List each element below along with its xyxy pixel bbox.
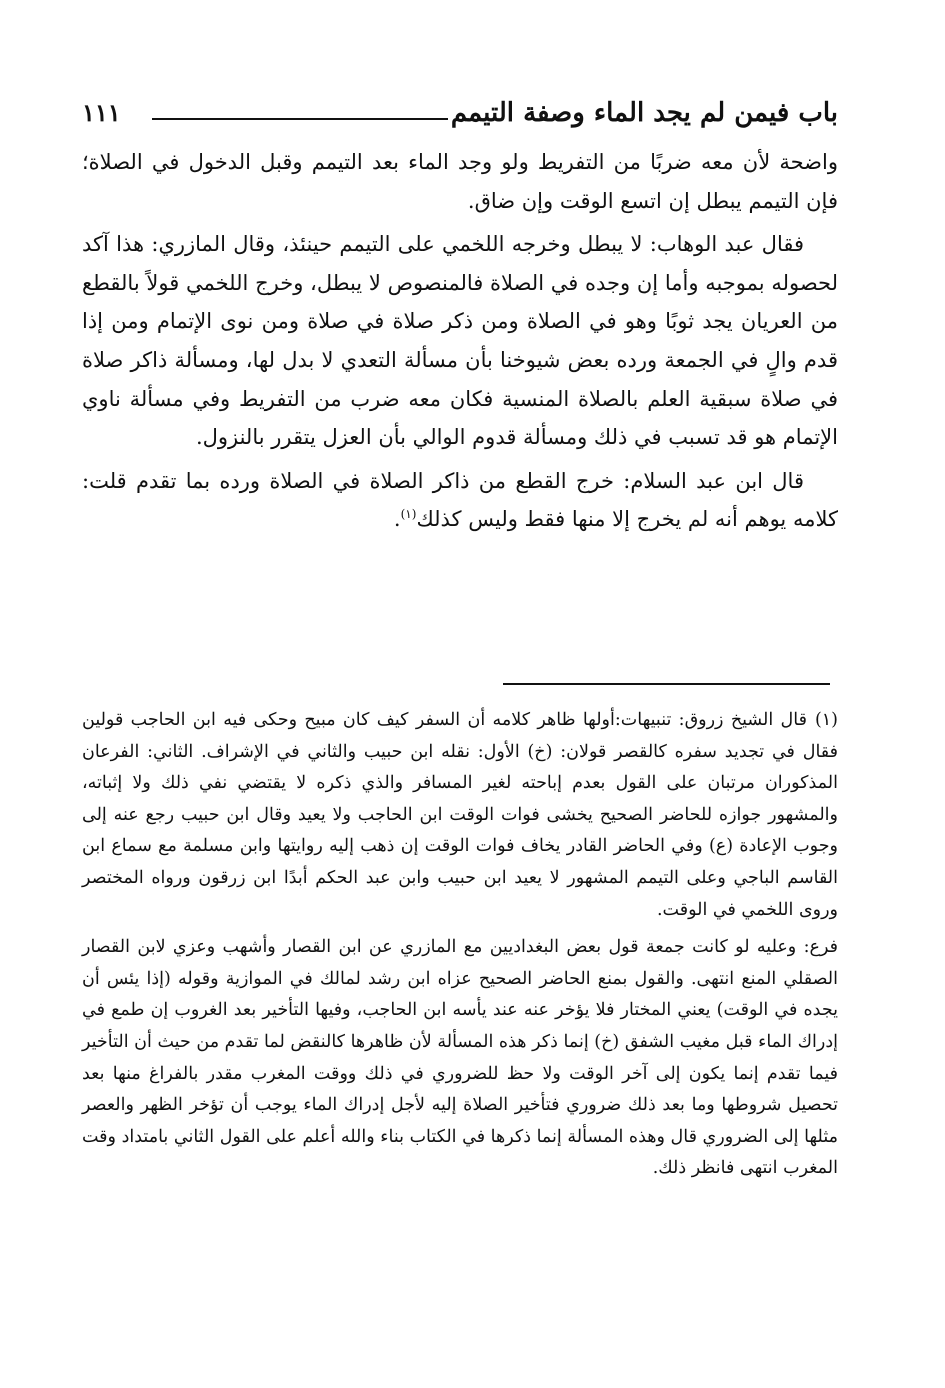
footnote-reference[interactable]: (١) xyxy=(400,507,417,522)
footnote xyxy=(82,705,838,926)
header-rule xyxy=(152,118,448,120)
chapter-title: باب فيمن لم يجد الماء وصفة التيمم xyxy=(450,98,838,128)
main-text xyxy=(82,143,838,544)
footnote-text: قال الشيخ زروق: تنبيهات:أولها ظاهر كلامه أن السفر كيف كان مبيح وحكى فيه ابن الحاجب قولين فقال في تجديد سفره كالقصر قولان: (خ) الأول: نقله ابن حبيب والثاني في الإشراف. الثاني: الفرعان المذكوران مرتبان على القول بعدم إباحته لغير المسافر والذي ذكره لا يقتضي نفي ذلك ولا إثباته، والمشهور جوازه للحاضر الصحيح يخشى فوات الوقت ابن الحاجب ولا يعيد وقال ابن حبيب رجع عنه إلى وجوب الإعادة (ع) وفي الحاضر القادر يخاف فوات الوقت إن ذهب إليه روايتها وابن مسلمة مع سماع ابن القاسم الباجي وعلى التيمم المشهور لا يعيد ابن حبيب وابن عبد الحكم أبدًا ابن زرقون ورواه المختصر وروى اللخمي في الوقت. xyxy=(82,710,838,920)
footnotes xyxy=(82,705,838,1191)
body-paragraph: فقال عبد الوهاب: لا يبطل وخرجه اللخمي على التيمم حينئذ، وقال المازري: هذا آكد لحصوله بموجبه وأما إن وجده في الصلاة فالمنصوص لا يبطل، وخرج اللخمي قولاً بالقطع من العريان يجد ثوبًا وهو في الصلاة ومن ذكر صلاة في صلاة ومن نوى الإتمام ومن إذا قدم والٍ في الجمعة ورده بعض شيوخنا بأن مسألة التعدي لا بدل لها، ومسألة ذاكر صلاة في صلاة سبقية العلم بالصلاة المنسية فكان معه ضرب من التفريط وفي مسألة ناوي الإتمام هو قد تسبب في ذلك ومسألة قدوم الوالي بأن العزل يتقرر بالنزول. xyxy=(82,232,838,450)
paragraph-period: . xyxy=(393,507,401,532)
body-paragraph-text: قال ابن عبد السلام: خرج القطع من ذاكر الصلاة في الصلاة ورده بما تقدم قلت: كلامه يوهم أنه لم يخرج إلا منها فقط وليس كذلك xyxy=(82,468,838,532)
running-header xyxy=(82,96,838,136)
body-paragraph: واضحة لأن معه ضربًا من التفريط ولو وجد الماء بعد التيمم وقبل الدخول في الصلاة؛ فإن التيمم يبطل إن اتسع الوقت وإن ضاق. xyxy=(82,150,838,213)
page-number: ١١١ xyxy=(82,98,121,127)
footnote-continuation: فرع: وعليه لو كانت جمعة قول بعض البغداديين مع المازري عن ابن القصار وأشهب وعزي لابن القصار الصقلي المنع انتهى. والقول بمنع الحاضر الصحيح عزاه ابن رشد لمالك في الموازية وقوله (إذا يئس أن يجده في الوقت) يعني المختار فلا يؤخر عنه عند يأسه ابن الحاجب، وفيها التأخير بعد الغروب إن طمع في إدراك الماء قبل مغيب الشفق (خ) إنما ذكر هذه المسألة لأن ظاهرها كالنقض لما تقدم من حيث أن التأخير فيما تقدم إنما يكون إلى آخر الوقت ولا حظ للضروري في ذلك ووقت المغرب مقدر بالفراغ منها بعد تحصيل شروطها وما بعد ذلك ضروري فتأخير الصلاة إليه لأجل إدراك الماء يوجب أن تؤخر الظهر والعصر مثلها إلى الضروري قال وهذه المسألة إنما ذكرها في الكتاب بناء والله أعلم على القول الثاني بامتداد وقت المغرب انتهى فانظر ذلك. xyxy=(82,937,838,1179)
body-paragraph xyxy=(82,462,838,539)
footnote-separator xyxy=(503,683,830,685)
footnote-marker: (١) xyxy=(814,710,838,730)
